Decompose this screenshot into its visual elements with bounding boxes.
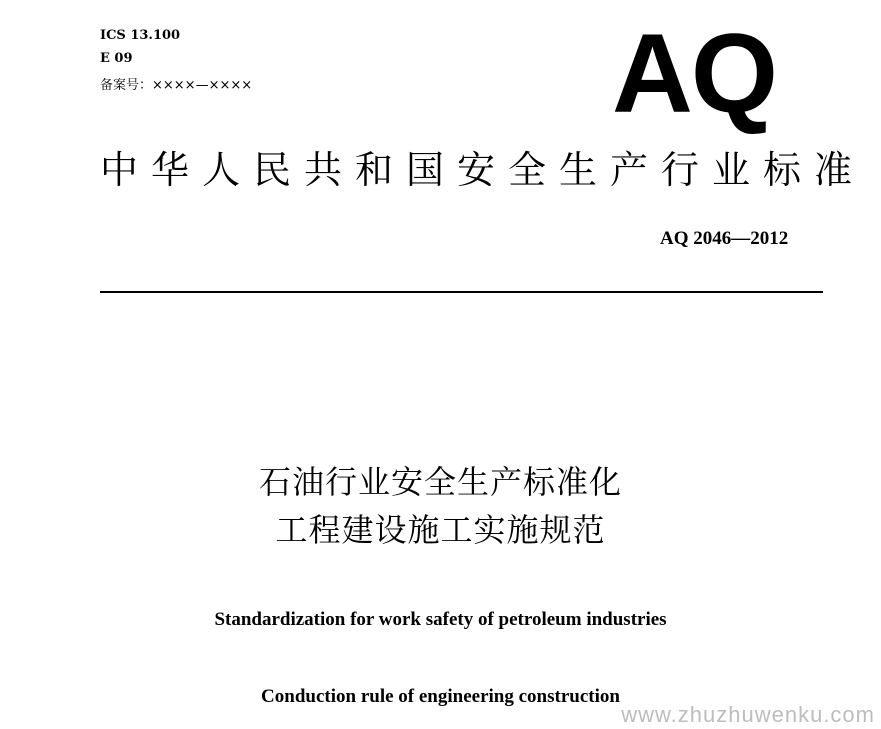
english-title-line-2: Conduction rule of engineering construction: [261, 686, 620, 707]
ics-code: ICS 13.100: [100, 28, 181, 43]
standard-category-title: 中华人民共和国安全生产行业标准: [100, 148, 866, 192]
site-watermark: www.zhuzhuwenku.com: [621, 702, 875, 727]
english-title-line-1: Standardization for work safety of petroleum industries: [214, 609, 667, 630]
header-divider: [100, 291, 823, 293]
document-title-line-1: 石油行业安全生产标准化: [258, 463, 622, 501]
classification-code: E 09: [100, 51, 133, 66]
document-title-line-2: 工程建设施工实施规范: [275, 511, 606, 549]
record-number: 备案号：××××—××××: [100, 78, 253, 93]
standard-number: AQ 2046—2012: [660, 228, 789, 249]
aq-logo: AQ: [612, 11, 776, 136]
